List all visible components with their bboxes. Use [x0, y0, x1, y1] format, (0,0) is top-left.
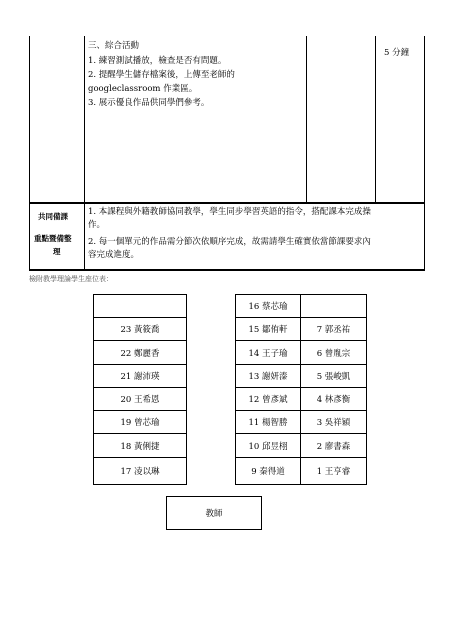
activity-item: 1. 練習測試播放，檢查是否有問題。 — [88, 56, 227, 66]
activity-title: 三、綜合活動 — [88, 41, 140, 51]
note-line: 作。 — [88, 220, 106, 230]
activity-item: 3. 展示優良作品供同學們參考。 — [88, 98, 210, 108]
key-points-label-cont: 理 — [53, 247, 61, 256]
note-line: 1. 本課程與外籍教師協同教學，學生同步學習英語的指令，搭配課本完成操 — [88, 207, 371, 217]
seat: 23 黃筱喬 — [120, 325, 160, 335]
seat: 4 林彥衡 — [316, 395, 351, 405]
seat: 10 邱昱栩 — [248, 441, 288, 452]
seat: 22 鄭麗香 — [120, 348, 160, 359]
activity-item: 2. 提醒學生儲存檔案後，上傳至老師的 — [88, 70, 235, 80]
note-line: 2. 每一個單元的作品需分節次依順序完成，故需請學生確實依當節課要求內 — [88, 237, 371, 247]
seat: 19 曾芯瑜 — [120, 418, 160, 428]
seat: 11 楊智勝 — [248, 418, 288, 428]
time-allotted: 5 分鐘 — [384, 48, 410, 58]
seat: 6 曾胤宗 — [316, 348, 351, 359]
seat: 2 廖書森 — [316, 441, 351, 452]
seat: 14 王子瑜 — [248, 348, 288, 359]
seat: 5 張峻凱 — [316, 372, 351, 382]
co-teaching-label: 共同備課 — [38, 212, 68, 221]
note-line: 容完成進度。 — [88, 250, 140, 260]
seating-caption: 檢附教學理論學生座位表： — [29, 275, 113, 283]
activity-item: googleclassroom 作業區。 — [88, 84, 198, 94]
seat: 16 蔡芯瑜 — [248, 302, 288, 312]
seat: 3 吳祥穎 — [316, 418, 351, 428]
seat: 7 郭丞祐 — [316, 325, 351, 335]
seat: 21 謝沛瑛 — [120, 372, 160, 382]
seat: 9 秦得道 — [251, 466, 285, 477]
seat: 1 王亨睿 — [316, 466, 351, 477]
seat: 13 謝妍溱 — [248, 372, 288, 382]
seat: 17 凌以琳 — [120, 466, 160, 477]
seat: 15 鄒侑軒 — [248, 325, 288, 335]
seat: 12 曾彥斌 — [248, 395, 288, 405]
seat: 18 黃俐捷 — [120, 441, 160, 452]
key-points-label: 重點暨備整 — [34, 234, 72, 243]
teacher-desk: 教師 — [166, 496, 262, 530]
seat: 20 王希恩 — [120, 395, 160, 405]
